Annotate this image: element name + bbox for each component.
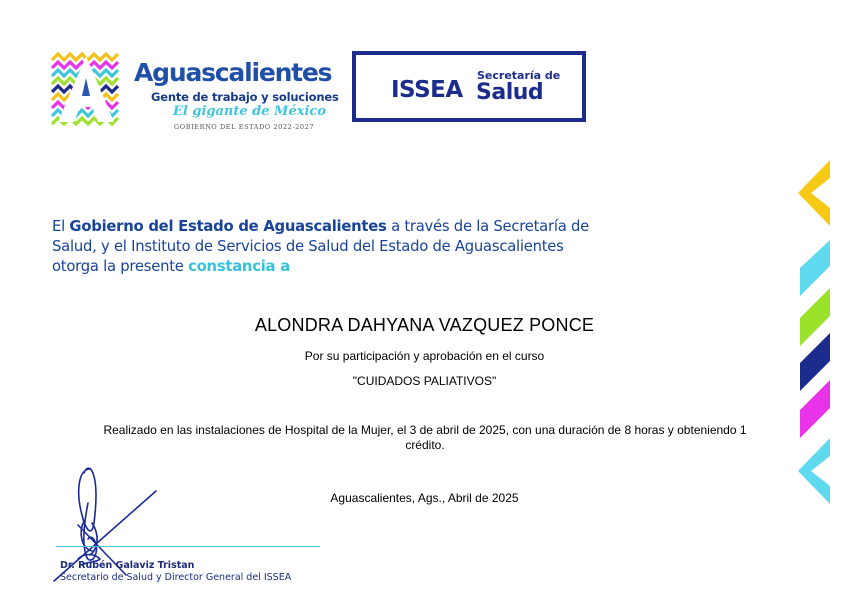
- course-name: "CUIDADOS PALIATIVOS": [352, 374, 497, 388]
- intro-government-name: Gobierno del Estado de Aguascalientes: [69, 218, 387, 235]
- salud-label: Salud: [476, 80, 544, 105]
- government-tagline: Gente de trabajo y soluciones: [151, 90, 339, 104]
- cyan-stripe-icon: [800, 240, 830, 296]
- recipient-name: ALONDRA DAHYANA VAZQUEZ PONCE: [254, 315, 595, 335]
- government-name: Aguascalientes: [134, 58, 332, 87]
- issea-acronym: ISSEA: [391, 77, 463, 103]
- issea-logo: [352, 51, 586, 122]
- participation-text: Por su participación y aprobación en el curso: [304, 349, 545, 363]
- secretaria-label: Secretaría de: [477, 69, 561, 82]
- intro-text-middle: a través de la Secretaría de Salud, y el Instituto de Servicios de Salud del Estado de Aguascalientes otorga la presente: [52, 218, 589, 275]
- government-logo: [50, 52, 339, 137]
- intro-text-start: El: [52, 218, 70, 235]
- government-period: GOBIERNO DEL ESTADO 2022-2027: [174, 123, 315, 131]
- course-details: Realizado en las instalaciones de Hospital de la Mujer, el 3 de abril de 2025, con una duración de 8 horas y obteniendo 1 crédito.: [103, 423, 747, 452]
- signer-name: Dr. Rubén Galaviz Tristan: [60, 560, 195, 571]
- place-and-date: Aguascalientes, Ags., Abril de 2025: [330, 491, 519, 505]
- signer-title: Secretario de Salud y Director General del ISSEA: [60, 572, 292, 583]
- magenta-stripe-icon: [800, 380, 830, 438]
- aguascalientes-emblem-icon: [50, 52, 122, 126]
- intro-paragraph: [52, 217, 612, 277]
- signature-line: [56, 546, 320, 547]
- intro-constancia-highlight: constancia a: [188, 258, 290, 275]
- government-slogan: El gigante de México: [173, 104, 326, 119]
